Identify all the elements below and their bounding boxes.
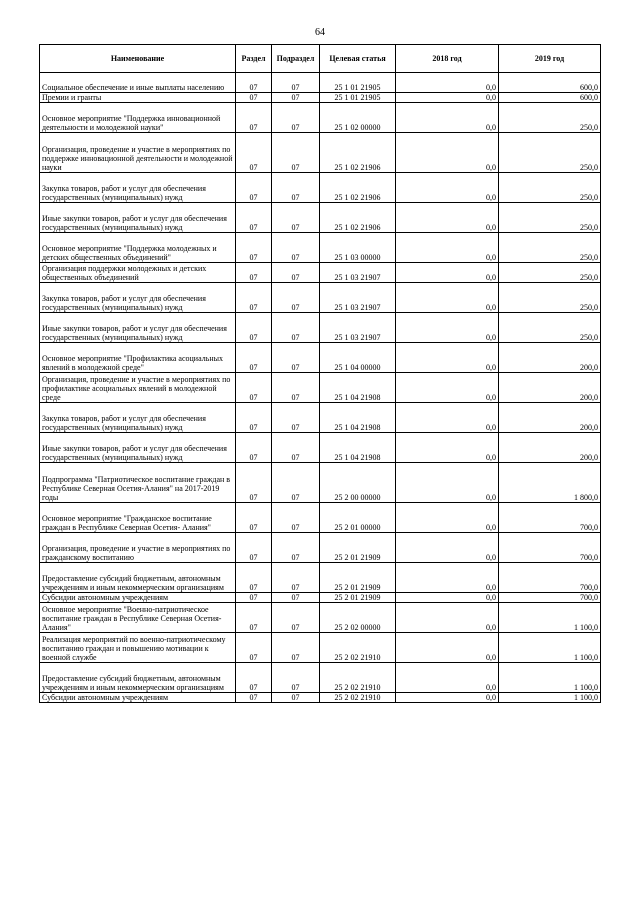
- row-2018: 0,0: [396, 343, 499, 373]
- page-number: 64: [315, 27, 325, 38]
- row-target: 25 1 03 00000: [320, 233, 396, 263]
- row-target: 25 1 04 21908: [320, 403, 396, 433]
- row-target: 25 2 01 21909: [320, 563, 396, 593]
- table-row: [40, 503, 601, 533]
- row-subsection: 07: [272, 343, 320, 373]
- row-name: Субсидии автономным учреждениям: [40, 693, 236, 703]
- row-section: 07: [236, 73, 272, 93]
- row-subsection: 07: [272, 93, 320, 103]
- row-2019: 1 100,0: [499, 663, 601, 693]
- row-name: Закупка товаров, работ и услуг для обеспечения государственных (муниципальных) нужд: [40, 283, 236, 313]
- row-name: Предоставление субсидий бюджетным, автономным учреждениям и иным некоммерческим организациям: [40, 663, 236, 693]
- table-row: [40, 343, 601, 373]
- row-section: 07: [236, 603, 272, 633]
- row-name: Закупка товаров, работ и услуг для обеспечения государственных (муниципальных) нужд: [40, 403, 236, 433]
- row-subsection: 07: [272, 633, 320, 663]
- row-section: 07: [236, 403, 272, 433]
- header-subsection: Подраздел: [272, 45, 320, 73]
- row-2019: 700,0: [499, 593, 601, 603]
- row-target: 25 2 01 21909: [320, 533, 396, 563]
- row-name: Основное мероприятие "Поддержка инновационной деятельности и молодежной науки": [40, 103, 236, 133]
- row-2018: 0,0: [396, 563, 499, 593]
- row-2018: 0,0: [396, 283, 499, 313]
- row-subsection: 07: [272, 313, 320, 343]
- row-2019: 1 800,0: [499, 463, 601, 503]
- row-subsection: 07: [272, 433, 320, 463]
- table-row: [40, 433, 601, 463]
- row-2019: 1 100,0: [499, 633, 601, 663]
- row-subsection: 07: [272, 263, 320, 283]
- row-section: 07: [236, 283, 272, 313]
- row-target: 25 1 02 21906: [320, 133, 396, 173]
- row-2019: 200,0: [499, 343, 601, 373]
- row-2019: 1 100,0: [499, 693, 601, 703]
- table-body: [40, 73, 601, 703]
- row-section: 07: [236, 263, 272, 283]
- row-name: Основное мероприятие "Гражданское воспитание граждан в Республике Северная Осетия- Алания": [40, 503, 236, 533]
- table-row: [40, 373, 601, 403]
- row-subsection: 07: [272, 283, 320, 313]
- row-2019: 200,0: [499, 433, 601, 463]
- row-section: 07: [236, 593, 272, 603]
- row-name: Иные закупки товаров, работ и услуг для обеспечения государственных (муниципальных) нужд: [40, 203, 236, 233]
- row-2018: 0,0: [396, 403, 499, 433]
- row-section: 07: [236, 563, 272, 593]
- table-row: [40, 603, 601, 633]
- row-section: 07: [236, 103, 272, 133]
- row-2019: 600,0: [499, 73, 601, 93]
- row-section: 07: [236, 693, 272, 703]
- header-target: Целевая статья: [320, 45, 396, 73]
- row-2018: 0,0: [396, 463, 499, 503]
- row-2019: 700,0: [499, 503, 601, 533]
- row-section: 07: [236, 463, 272, 503]
- row-2018: 0,0: [396, 533, 499, 563]
- row-2018: 0,0: [396, 233, 499, 263]
- row-2018: 0,0: [396, 433, 499, 463]
- table-row: [40, 633, 601, 663]
- row-name: Организация, проведение и участие в мероприятиях по гражданскому воспитанию: [40, 533, 236, 563]
- header-name: Наименование: [40, 45, 236, 73]
- row-subsection: 07: [272, 563, 320, 593]
- row-2019: 250,0: [499, 263, 601, 283]
- row-2019: 700,0: [499, 563, 601, 593]
- table-row: [40, 693, 601, 703]
- row-2018: 0,0: [396, 373, 499, 403]
- row-2019: 250,0: [499, 173, 601, 203]
- table-header-row: [40, 45, 601, 73]
- row-name: Организация, проведение и участие в мероприятиях по поддержке инновационной деятельности и молодежной науки: [40, 133, 236, 173]
- row-subsection: 07: [272, 603, 320, 633]
- row-2019: 200,0: [499, 373, 601, 403]
- row-2018: 0,0: [396, 633, 499, 663]
- row-target: 25 2 00 00000: [320, 463, 396, 503]
- table-row: [40, 203, 601, 233]
- row-2019: 250,0: [499, 283, 601, 313]
- row-target: 25 2 02 21910: [320, 693, 396, 703]
- row-target: 25 1 04 00000: [320, 343, 396, 373]
- row-2018: 0,0: [396, 73, 499, 93]
- row-2019: 700,0: [499, 533, 601, 563]
- row-2019: 1 100,0: [499, 603, 601, 633]
- row-subsection: 07: [272, 503, 320, 533]
- row-2018: 0,0: [396, 103, 499, 133]
- row-2018: 0,0: [396, 263, 499, 283]
- row-subsection: 07: [272, 693, 320, 703]
- row-target: 25 1 01 21905: [320, 93, 396, 103]
- row-target: 25 2 02 00000: [320, 603, 396, 633]
- table-row: [40, 233, 601, 263]
- table-row: [40, 283, 601, 313]
- row-section: 07: [236, 533, 272, 563]
- row-name: Организация поддержки молодежных и детских общественных объединений: [40, 263, 236, 283]
- row-name: Основное мероприятие "Военно-патриотическое воспитание граждан в Республике Северная Осетия- Алания": [40, 603, 236, 633]
- row-name: Реализация мероприятий по военно-патриотическому воспитанию граждан и повышению мотивации к военной службе: [40, 633, 236, 663]
- row-section: 07: [236, 633, 272, 663]
- row-target: 25 2 01 00000: [320, 503, 396, 533]
- row-2019: 250,0: [499, 313, 601, 343]
- row-name: Социальное обеспечение и иные выплаты населению: [40, 73, 236, 93]
- row-2019: 250,0: [499, 133, 601, 173]
- row-2018: 0,0: [396, 503, 499, 533]
- row-name: Основное мероприятие "Поддержка молодежных и детских общественных объединений": [40, 233, 236, 263]
- table-row: [40, 533, 601, 563]
- row-target: 25 1 03 21907: [320, 283, 396, 313]
- row-target: 25 2 01 21909: [320, 593, 396, 603]
- row-2019: 250,0: [499, 103, 601, 133]
- row-subsection: 07: [272, 663, 320, 693]
- row-subsection: 07: [272, 403, 320, 433]
- row-2018: 0,0: [396, 593, 499, 603]
- row-name: Иные закупки товаров, работ и услуг для обеспечения государственных (муниципальных) нужд: [40, 313, 236, 343]
- row-name: Организация, проведение и участие в мероприятиях по профилактике асоциальных явлений в молодежной среде: [40, 373, 236, 403]
- row-target: 25 1 04 21908: [320, 433, 396, 463]
- row-2018: 0,0: [396, 693, 499, 703]
- row-section: 07: [236, 93, 272, 103]
- table-row: [40, 563, 601, 593]
- row-2018: 0,0: [396, 133, 499, 173]
- row-subsection: 07: [272, 593, 320, 603]
- row-section: 07: [236, 503, 272, 533]
- row-target: 25 1 02 21906: [320, 203, 396, 233]
- row-section: 07: [236, 373, 272, 403]
- row-subsection: 07: [272, 103, 320, 133]
- header-section: Раздел: [236, 45, 272, 73]
- row-section: 07: [236, 233, 272, 263]
- row-name: Иные закупки товаров, работ и услуг для обеспечения государственных (муниципальных) нужд: [40, 433, 236, 463]
- row-section: 07: [236, 433, 272, 463]
- row-section: 07: [236, 663, 272, 693]
- table-row: [40, 313, 601, 343]
- row-subsection: 07: [272, 463, 320, 503]
- row-subsection: 07: [272, 233, 320, 263]
- row-section: 07: [236, 313, 272, 343]
- row-name: Закупка товаров, работ и услуг для обеспечения государственных (муниципальных) нужд: [40, 173, 236, 203]
- row-section: 07: [236, 203, 272, 233]
- row-name: Предоставление субсидий бюджетным, автономным учреждениям и иным некоммерческим организациям: [40, 563, 236, 593]
- row-target: 25 1 03 21907: [320, 263, 396, 283]
- budget-table: [39, 44, 601, 703]
- row-target: 25 1 03 21907: [320, 313, 396, 343]
- row-target: 25 2 02 21910: [320, 633, 396, 663]
- header-2019: 2019 год: [499, 45, 601, 73]
- row-subsection: 07: [272, 173, 320, 203]
- row-target: 25 2 02 21910: [320, 663, 396, 693]
- row-2019: 250,0: [499, 203, 601, 233]
- row-subsection: 07: [272, 373, 320, 403]
- row-target: 25 1 01 21905: [320, 73, 396, 93]
- row-2018: 0,0: [396, 173, 499, 203]
- table-row: [40, 663, 601, 693]
- row-section: 07: [236, 343, 272, 373]
- row-section: 07: [236, 173, 272, 203]
- table-row: [40, 463, 601, 503]
- header-2018: 2018 год: [396, 45, 499, 73]
- row-2018: 0,0: [396, 663, 499, 693]
- row-2018: 0,0: [396, 203, 499, 233]
- table-row: [40, 173, 601, 203]
- row-2018: 0,0: [396, 603, 499, 633]
- row-target: 25 1 02 21906: [320, 173, 396, 203]
- table-row: [40, 93, 601, 103]
- row-subsection: 07: [272, 133, 320, 173]
- row-name: Подпрограмма "Патриотическое воспитание граждан в Республике Северная Осетия-Алания" на 2017-2019 годы: [40, 463, 236, 503]
- row-name: Основное мероприятие "Профилактика асоциальных явлений в молодежной среде": [40, 343, 236, 373]
- row-subsection: 07: [272, 533, 320, 563]
- table-row: [40, 593, 601, 603]
- row-target: 25 1 04 21908: [320, 373, 396, 403]
- row-2018: 0,0: [396, 93, 499, 103]
- row-subsection: 07: [272, 203, 320, 233]
- row-2018: 0,0: [396, 313, 499, 343]
- table-row: [40, 73, 601, 93]
- table-row: [40, 403, 601, 433]
- row-2019: 600,0: [499, 93, 601, 103]
- table-row: [40, 133, 601, 173]
- row-2019: 250,0: [499, 233, 601, 263]
- row-2019: 200,0: [499, 403, 601, 433]
- row-section: 07: [236, 133, 272, 173]
- table-row: [40, 103, 601, 133]
- row-name: Премии и гранты: [40, 93, 236, 103]
- row-target: 25 1 02 00000: [320, 103, 396, 133]
- table-row: [40, 263, 601, 283]
- row-subsection: 07: [272, 73, 320, 93]
- row-name: Субсидии автономным учреждениям: [40, 593, 236, 603]
